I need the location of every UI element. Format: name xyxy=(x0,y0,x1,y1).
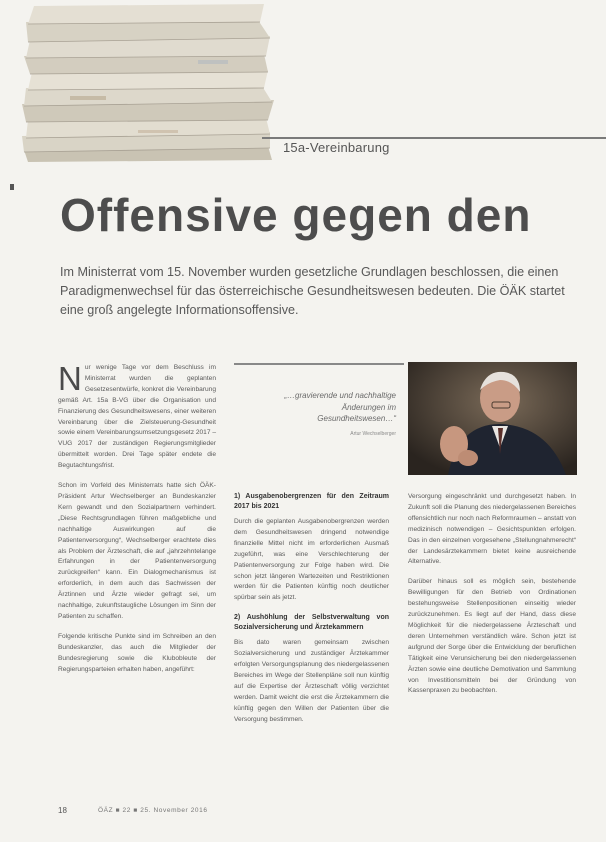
magazine-issue: ÖÄZ ■ 22 ■ 25. November 2016 xyxy=(98,807,208,814)
paragraph: Durch die geplanten Ausgabenobergrenzen werden dem Gesundheitswesen dringend notwendige finanzielle Mittel nicht im erforderlichen Ausmaß zugeführt, was eine Verschlechterung der Patientenversorgung zur Folge haben wird. Die schon jetzt längeren Wartezeiten und Restriktionen werden für die Patienten künftig noch deutlicher spürbar sein als jetzt. xyxy=(234,518,389,602)
article-lead: Im Ministerrat vom 15. November wurden gesetzliche Grundlagen beschlossen, die einen Paradigmenwechsel für das österreichische Gesundheitswesen bedeuten. Die ÖÄK startet eine groß angelegte Informationsoffensive. xyxy=(60,265,565,317)
text-column-3 xyxy=(408,492,576,706)
section-kicker: 15a-Vereinbarung xyxy=(283,140,390,155)
pull-quote-attribution: Artur Wechselberger xyxy=(350,430,396,437)
paragraph: Darüber hinaus soll es möglich sein, bestehende Bewilligungen für den Betrieb von Ordinationen bestehungsweise Stellenpositionen einseitig wieder zurückzunehmen. Es liegt auf der Hand, dass diese Möglichkeit für die niedergelassene Ärzteschaft und deren Unternehmen verständlich wäre. Schon jetzt ist aufgrund der Sorge über die Entwicklung der beruflichen Tätigkeit eine Verunsicherung bei den niedergelassenen Ärzten sowie eine deutliche Demotivation und Sammlung von Investitionsmitteln bei der Gründung von Kassenpraxen zu beobachten. xyxy=(408,578,576,695)
paragraph: Schon im Vorfeld des Ministerrats hatte sich ÖÄK-Präsident Artur Wechselberger an Bundeskanzler Kern gewandt und den Sozialpartnern verhindert. „Diese Rechtsgrundlagen führen maßgebliche und nachhaltige Auswirkungen auf die Patientenversorgung“, Wechselberger erachtete dies als Problem der Ärzteschaft, die auf „jahrzehntelange Erfahrungen in der Patientenversorgung zurückgreifen“ kann. Ein Dialogmechanismus ist erforderlich, in dem auch das Sachwissen der Ärztinnen und Ärzte wieder gefragt sei, um nachhaltige, zukunftstaugliche Lösungen im Sinn der Patienten zu schaffen. xyxy=(58,482,216,620)
paragraph: Nur wenige Tage vor dem Beschluss im Ministerrat wurden die geplanten Gesetzesentwürfe, konkret die Vereinbarung gemäß Art. 15a B-VG über die Organisation und Finanzierung des Gesundheitswesens, einer weiteren Vereinbarung über die Zielsteuerung-Gesundheit sowie einem Vereinbarungsumsetzungsgesetz 2017 – VUG 2017 der zuständigen Regierungsmitglieder übermittelt worden. Drei Tage später endete die Begutachtungsfrist. xyxy=(58,360,216,470)
paragraph: Bis dato waren gemeinsam zwischen Sozialversicherung und zuständiger Ärztekammer erfolgten Versorgungsplanung des niedergelassenen Bereiches im Wege der Stellenpläne soll nun künftig auf die Expertise der Ärzteschaft völlig verzichtet werden. Damit weicht die erst die Ärztekammern die künftig gegen den Willen der Patienten über die Versorgung bestimmen. xyxy=(234,639,389,723)
text-column-2 xyxy=(234,492,389,735)
drop-cap: N xyxy=(58,360,82,397)
pull-quote xyxy=(280,390,396,440)
portrait-photo xyxy=(408,362,577,475)
section-heading: 2) Aushöhlung der Selbstverwaltung von Sozialversicherung und Ärztekammern xyxy=(234,614,389,632)
paragraph: Folgende kritische Punkte sind im Schreiben an den Bundeskanzler, das auch die Mitglieder der Bundesregierung sowie die Klubobleute der Regierungsparteien erhalten haben, angeführt: xyxy=(58,632,216,673)
text-column-1 xyxy=(58,360,216,684)
margin-mark xyxy=(10,184,14,190)
section-heading: 1) Ausgabenobergrenzen für den Zeitraum 2017 bis 2021 xyxy=(234,493,389,510)
quote-rule xyxy=(234,363,404,365)
paragraph: Versorgung eingeschränkt und durchgesetzt haben. In Zukunft soll die Planung des niedergelassenen Bereiches offensichtlich nur noch nach Reformraumen – anstatt von medizinisch notwendigen – Gesichtspunkten erfolgen. Das in den einzelnen vorgesehene „Stellungnahmerecht“ der Landesärztekammern bietet keine ausreichende Alternative. xyxy=(408,493,576,566)
kicker-rule xyxy=(262,137,606,139)
paper-stack-photo xyxy=(18,0,280,162)
article-title: Offensive gegen den xyxy=(60,189,532,241)
page-number: 18 xyxy=(58,806,67,815)
pull-quote-text: „…gravierende und nachhaltige Änderungen im Gesundheitswesen…“ xyxy=(284,391,396,423)
